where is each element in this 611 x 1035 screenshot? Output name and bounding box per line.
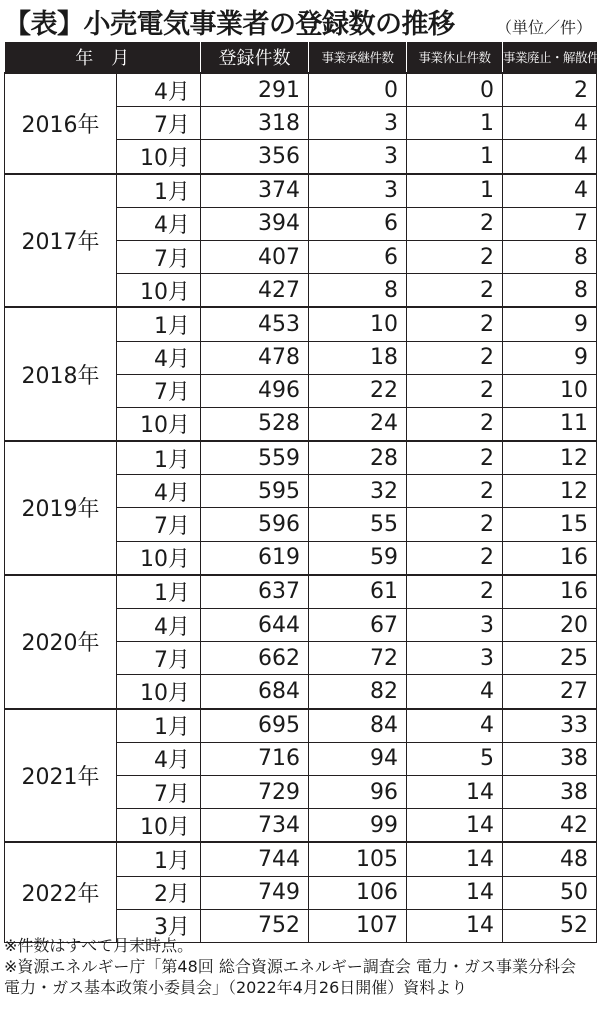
table-header-row <box>5 42 597 73</box>
registrations-cell: 318 <box>201 107 309 140</box>
registrations-cell: 637 <box>201 575 309 609</box>
abolition-cell: 42 <box>503 809 597 843</box>
registrations-cell: 744 <box>201 842 309 876</box>
succession-cell: 6 <box>309 207 407 240</box>
succession-cell: 24 <box>309 407 407 441</box>
registrations-cell: 596 <box>201 508 309 541</box>
month-cell: 7月 <box>117 107 201 140</box>
registrations-cell: 478 <box>201 341 309 374</box>
month-cell: 4月 <box>117 742 201 775</box>
registrations-cell: 453 <box>201 307 309 341</box>
succession-cell: 67 <box>309 609 407 642</box>
month-cell: 10月 <box>117 541 201 575</box>
table-row <box>5 709 597 743</box>
registrations-cell: 695 <box>201 709 309 743</box>
suspension-cell: 2 <box>407 475 503 508</box>
abolition-cell: 25 <box>503 642 597 675</box>
note-timing: ※件数はすべて月末時点。 <box>4 936 194 955</box>
table-body <box>5 73 597 942</box>
month-cell: 3月 <box>117 909 201 942</box>
suspension-cell: 3 <box>407 609 503 642</box>
succession-cell: 84 <box>309 709 407 743</box>
month-cell: 1月 <box>117 441 201 475</box>
succession-cell: 3 <box>309 174 407 208</box>
month-cell: 7月 <box>117 775 201 808</box>
registration-table <box>4 42 611 943</box>
abolition-cell: 4 <box>503 107 597 140</box>
registrations-cell: 394 <box>201 207 309 240</box>
abolition-cell: 8 <box>503 240 597 273</box>
suspension-cell: 4 <box>407 675 503 709</box>
year-cell: 2016年 <box>5 73 117 174</box>
abolition-cell: 15 <box>503 508 597 541</box>
registrations-cell: 729 <box>201 775 309 808</box>
year-cell: 2019年 <box>5 441 117 575</box>
suspension-cell: 2 <box>407 374 503 407</box>
month-cell: 1月 <box>117 307 201 341</box>
registrations-cell: 662 <box>201 642 309 675</box>
table-title: 【表】小売電気事業者の登録数の推移 <box>4 9 455 40</box>
registrations-cell: 684 <box>201 675 309 709</box>
suspension-cell: 1 <box>407 140 503 174</box>
suspension-cell: 2 <box>407 575 503 609</box>
abolition-cell: 20 <box>503 609 597 642</box>
suspension-cell: 2 <box>407 307 503 341</box>
abolition-cell: 10 <box>503 374 597 407</box>
abolition-cell: 16 <box>503 541 597 575</box>
table-row <box>5 174 597 208</box>
registrations-cell: 559 <box>201 441 309 475</box>
month-cell: 10月 <box>117 274 201 308</box>
succession-cell: 94 <box>309 742 407 775</box>
month-cell: 7月 <box>117 642 201 675</box>
notes <box>4 935 596 998</box>
month-cell: 10月 <box>117 675 201 709</box>
suspension-cell: 2 <box>407 274 503 308</box>
registrations-cell: 716 <box>201 742 309 775</box>
month-cell: 10月 <box>117 140 201 174</box>
suspension-cell: 2 <box>407 407 503 441</box>
registrations-cell: 496 <box>201 374 309 407</box>
abolition-cell: 2 <box>503 73 597 107</box>
succession-cell: 6 <box>309 240 407 273</box>
month-cell: 1月 <box>117 842 201 876</box>
month-cell: 7月 <box>117 374 201 407</box>
header-succession: 事業承継件数 <box>309 42 407 73</box>
suspension-cell: 2 <box>407 541 503 575</box>
suspension-cell: 2 <box>407 508 503 541</box>
month-cell: 2月 <box>117 876 201 909</box>
registrations-cell: 595 <box>201 475 309 508</box>
succession-cell: 0 <box>309 73 407 107</box>
succession-cell: 18 <box>309 341 407 374</box>
succession-cell: 61 <box>309 575 407 609</box>
registrations-cell: 407 <box>201 240 309 273</box>
succession-cell: 96 <box>309 775 407 808</box>
abolition-cell: 16 <box>503 575 597 609</box>
succession-cell: 72 <box>309 642 407 675</box>
succession-cell: 22 <box>309 374 407 407</box>
registrations-cell: 752 <box>201 909 309 942</box>
registrations-cell: 291 <box>201 73 309 107</box>
table-row <box>5 441 597 475</box>
unit-label: （単位／件） <box>495 18 592 37</box>
abolition-cell: 8 <box>503 274 597 308</box>
year-cell: 2017年 <box>5 174 117 308</box>
suspension-cell: 14 <box>407 842 503 876</box>
month-cell: 4月 <box>117 609 201 642</box>
suspension-cell: 14 <box>407 876 503 909</box>
abolition-cell: 52 <box>503 909 597 942</box>
year-cell: 2018年 <box>5 307 117 441</box>
succession-cell: 3 <box>309 107 407 140</box>
suspension-cell: 14 <box>407 809 503 843</box>
abolition-cell: 50 <box>503 876 597 909</box>
registrations-cell: 374 <box>201 174 309 208</box>
month-cell: 10月 <box>117 407 201 441</box>
registrations-cell: 749 <box>201 876 309 909</box>
registrations-cell: 528 <box>201 407 309 441</box>
month-cell: 1月 <box>117 575 201 609</box>
year-cell: 2021年 <box>5 709 117 843</box>
succession-cell: 59 <box>309 541 407 575</box>
abolition-cell: 4 <box>503 174 597 208</box>
year-cell: 2020年 <box>5 575 117 709</box>
month-cell: 1月 <box>117 174 201 208</box>
abolition-cell: 4 <box>503 140 597 174</box>
suspension-cell: 1 <box>407 107 503 140</box>
succession-cell: 105 <box>309 842 407 876</box>
suspension-cell: 5 <box>407 742 503 775</box>
registrations-cell: 427 <box>201 274 309 308</box>
suspension-cell: 0 <box>407 73 503 107</box>
suspension-cell: 1 <box>407 174 503 208</box>
month-cell: 4月 <box>117 207 201 240</box>
suspension-cell: 2 <box>407 341 503 374</box>
title-row <box>4 0 596 42</box>
abolition-cell: 11 <box>503 407 597 441</box>
suspension-cell: 3 <box>407 642 503 675</box>
abolition-cell: 48 <box>503 842 597 876</box>
month-cell: 4月 <box>117 475 201 508</box>
succession-cell: 106 <box>309 876 407 909</box>
succession-cell: 82 <box>309 675 407 709</box>
header-suspension: 事業休止件数 <box>407 42 503 73</box>
table-row <box>5 73 597 107</box>
suspension-cell: 14 <box>407 909 503 942</box>
abolition-cell: 38 <box>503 742 597 775</box>
header-year-month: 年 月 <box>5 42 201 73</box>
registrations-cell: 734 <box>201 809 309 843</box>
abolition-cell: 33 <box>503 709 597 743</box>
succession-cell: 99 <box>309 809 407 843</box>
month-cell: 1月 <box>117 709 201 743</box>
month-cell: 4月 <box>117 73 201 107</box>
abolition-cell: 27 <box>503 675 597 709</box>
table-row <box>5 842 597 876</box>
suspension-cell: 2 <box>407 441 503 475</box>
succession-cell: 32 <box>309 475 407 508</box>
table-row <box>5 307 597 341</box>
month-cell: 7月 <box>117 240 201 273</box>
registrations-cell: 619 <box>201 541 309 575</box>
succession-cell: 28 <box>309 441 407 475</box>
abolition-cell: 38 <box>503 775 597 808</box>
abolition-cell: 9 <box>503 307 597 341</box>
abolition-cell: 12 <box>503 441 597 475</box>
succession-cell: 107 <box>309 909 407 942</box>
header-registrations: 登録件数 <box>201 42 309 73</box>
succession-cell: 3 <box>309 140 407 174</box>
abolition-cell: 7 <box>503 207 597 240</box>
year-cell: 2022年 <box>5 842 117 942</box>
note-source: ※資源エネルギー庁「第48回 総合資源エネルギー調査会 電力・ガス事業分科会 電力・ガス基本政策小委員会」（2022年4月26日開催）資料より <box>4 957 576 997</box>
succession-cell: 55 <box>309 508 407 541</box>
suspension-cell: 4 <box>407 709 503 743</box>
abolition-cell: 12 <box>503 475 597 508</box>
succession-cell: 8 <box>309 274 407 308</box>
suspension-cell: 14 <box>407 775 503 808</box>
registrations-cell: 644 <box>201 609 309 642</box>
month-cell: 10月 <box>117 809 201 843</box>
header-abolition: 事業廃止・解散件数 <box>503 42 597 73</box>
suspension-cell: 2 <box>407 240 503 273</box>
registrations-cell: 356 <box>201 140 309 174</box>
succession-cell: 10 <box>309 307 407 341</box>
abolition-cell: 9 <box>503 341 597 374</box>
suspension-cell: 2 <box>407 207 503 240</box>
month-cell: 4月 <box>117 341 201 374</box>
month-cell: 7月 <box>117 508 201 541</box>
table-row <box>5 575 597 609</box>
